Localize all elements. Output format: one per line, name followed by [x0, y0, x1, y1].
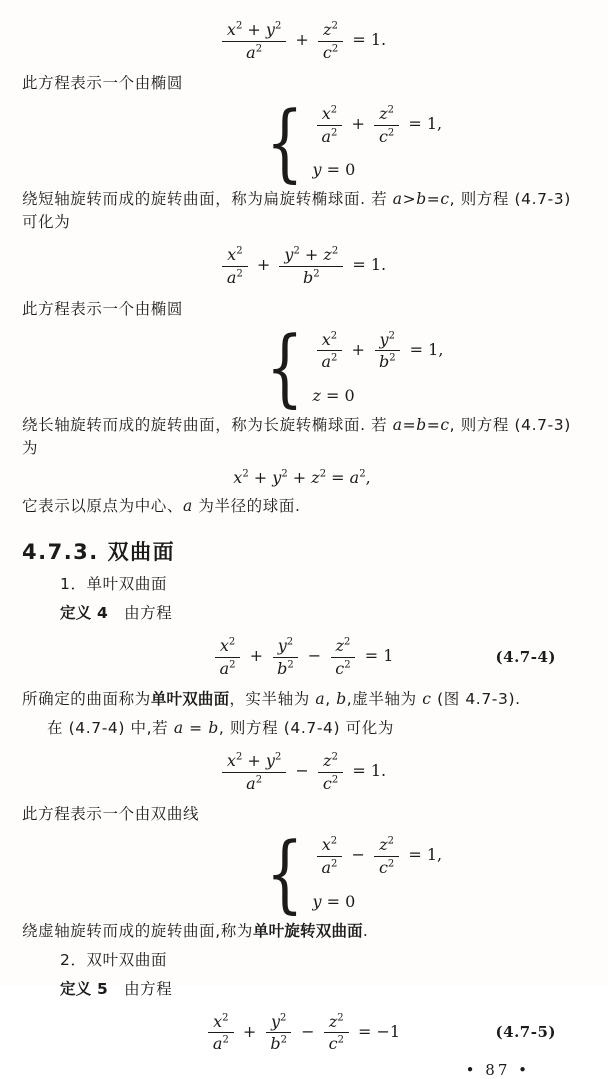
paragraph: 此方程表示一个由椭圆	[22, 74, 184, 93]
equation-system	[258, 92, 582, 191]
fraction-numerator: $y^2$	[375, 330, 400, 352]
fraction	[318, 20, 343, 61]
fraction	[324, 1012, 349, 1053]
fraction	[272, 636, 299, 677]
math-formula	[22, 1012, 582, 1053]
paragraph: 绕长轴旋转而成的旋转曲面，称为长旋转椭球面. 若 a=b=c, 则方程 (4.7-3) 为	[22, 415, 571, 457]
fraction	[279, 245, 343, 286]
fraction-denominator: $a^2$	[321, 857, 338, 877]
fraction-denominator: $a^2$	[246, 773, 263, 793]
fraction-denominator: $b^2$	[303, 267, 320, 287]
paragraph: 定义 5 由方程	[60, 979, 173, 998]
fraction	[208, 1012, 234, 1053]
math-formula	[22, 751, 582, 792]
fraction-denominator: $c^2$	[322, 42, 339, 62]
paragraph: 在 (4.7-4) 中,若 a = b, 则方程 (4.7-4) 可化为	[47, 719, 394, 738]
fraction	[316, 835, 342, 876]
paragraph: 2．双叶双曲面	[60, 950, 168, 969]
fraction-denominator: $c^2$	[328, 1034, 344, 1054]
fraction	[222, 751, 286, 792]
fraction-numerator: $x^2$	[208, 1012, 233, 1034]
math-formula	[22, 636, 582, 677]
math-formula	[22, 468, 582, 487]
system-equation: y = 0	[312, 160, 356, 180]
fraction	[318, 751, 343, 792]
fraction-numerator: $y^2$	[266, 1012, 291, 1034]
equation: $\frac{x^2}{a^2}$ + $\frac{y^2 + z^2}{b^2}$ = 1.	[218, 245, 386, 286]
document-body	[22, 12, 582, 1061]
fraction	[222, 20, 286, 61]
fraction-numerator: $x^2$	[222, 245, 247, 267]
paragraph: 此方程表示一个由椭圆	[22, 299, 184, 318]
equation: $\frac{x^2 + y^2}{a^2}$ + $\frac{z^2}{c^2}$ = 1.	[218, 20, 386, 61]
left-brace: {	[266, 92, 304, 191]
fraction	[316, 330, 342, 371]
left-brace: {	[266, 823, 304, 922]
left-brace: {	[266, 318, 304, 417]
paragraph: 此方程表示一个由双曲线	[22, 805, 200, 824]
fraction-numerator: $z^2$	[331, 636, 356, 658]
system-equation: $\frac{x^2}{a^2}$ + $\frac{y^2}{b^2}$ = 1,	[312, 330, 443, 371]
system-equation: y = 0	[312, 891, 356, 911]
equation-system	[258, 823, 582, 922]
math-formula	[22, 245, 582, 286]
page-number: • 87 •	[465, 1060, 530, 1079]
fraction	[222, 245, 248, 286]
fraction-denominator: $a^2$	[321, 352, 338, 372]
fraction-denominator: $b^2$	[270, 1034, 288, 1054]
system-equation: $\frac{x^2}{a^2}$ − $\frac{z^2}{c^2}$ = 1,	[312, 835, 442, 876]
paragraph: 所确定的曲面称为单叶双曲面，实半轴为 a, b,虚半轴为 c (图 4.7-3).	[22, 690, 521, 709]
fraction-numerator: $x^2$	[215, 636, 240, 658]
fraction-denominator: $a^2$	[226, 267, 243, 287]
fraction	[215, 636, 241, 677]
equation: $\frac{x^2}{a^2}$ + $\frac{y^2}{b^2}$ − $\frac{z^2}{c^2}$ = −1	[204, 1012, 400, 1053]
paragraph: 绕短轴旋转而成的旋转曲面，称为扁旋转椭球面. 若 a>b=c, 则方程 (4.7-3) 可化为	[22, 190, 571, 232]
paragraph: 1．单叶双曲面	[60, 574, 168, 593]
fraction	[330, 636, 355, 677]
fraction-denominator: $c^2$	[335, 658, 351, 678]
fraction	[316, 104, 342, 145]
fraction-denominator: $b^2$	[277, 658, 294, 678]
fraction	[265, 1012, 292, 1053]
system-equation: $\frac{x^2}{a^2}$ + $\frac{z^2}{c^2}$ = 1,	[312, 104, 442, 145]
fraction-numerator: $x^2 + y^2$	[222, 20, 286, 42]
fraction-denominator: $a^2$	[321, 126, 338, 146]
fraction-numerator: $x^2$	[317, 104, 342, 126]
fraction-numerator: $x^2$	[317, 330, 342, 352]
fraction	[374, 330, 401, 371]
fraction-denominator: $b^2$	[378, 352, 396, 372]
paragraph: 定义 4 由方程	[60, 603, 173, 622]
equation-number: (4.7-5)	[495, 1023, 556, 1042]
fraction-denominator: $a^2$	[212, 1034, 229, 1054]
equation: $x^2 + y^2 + z^2 = a^2$,	[233, 467, 371, 487]
fraction-numerator: $y^2$	[273, 636, 298, 658]
equation-system	[258, 318, 582, 417]
paragraph: 它表示以原点为中心、a 为半径的球面.	[22, 496, 301, 515]
system-lines	[312, 835, 442, 910]
fraction-numerator: $z^2$	[374, 835, 399, 857]
fraction-denominator: $c^2$	[378, 857, 395, 877]
fraction-numerator: $x^2$	[317, 835, 342, 857]
fraction-numerator: $z^2$	[324, 1012, 349, 1034]
fraction-denominator: $a^2$	[246, 42, 263, 62]
section-heading: 4.7.3. 双曲面	[22, 539, 176, 564]
fraction	[374, 104, 399, 145]
equation-number: (4.7-4)	[495, 647, 556, 666]
fraction-numerator: $z^2$	[374, 104, 399, 126]
system-lines	[312, 104, 442, 179]
fraction-numerator: $z^2$	[318, 751, 343, 773]
fraction-numerator: $z^2$	[318, 20, 343, 42]
equation: $\frac{x^2 + y^2}{a^2}$ − $\frac{z^2}{c^2}$ = 1.	[218, 751, 386, 792]
fraction-denominator: $c^2$	[378, 126, 395, 146]
fraction-numerator: $y^2 + z^2$	[279, 245, 343, 267]
fraction-denominator: $a^2$	[219, 658, 236, 678]
system-equation: z = 0	[312, 385, 355, 405]
paragraph: 绕虚轴旋转而成的旋转曲面,称为单叶旋转双曲面.	[22, 921, 369, 940]
fraction	[374, 835, 399, 876]
math-formula	[22, 20, 582, 61]
equation: $\frac{x^2}{a^2}$ + $\frac{y^2}{b^2}$ − $\frac{z^2}{c^2}$ = 1	[211, 636, 394, 677]
fraction-numerator: $x^2 + y^2$	[222, 751, 286, 773]
system-lines	[312, 330, 443, 405]
fraction-denominator: $c^2$	[322, 773, 339, 793]
